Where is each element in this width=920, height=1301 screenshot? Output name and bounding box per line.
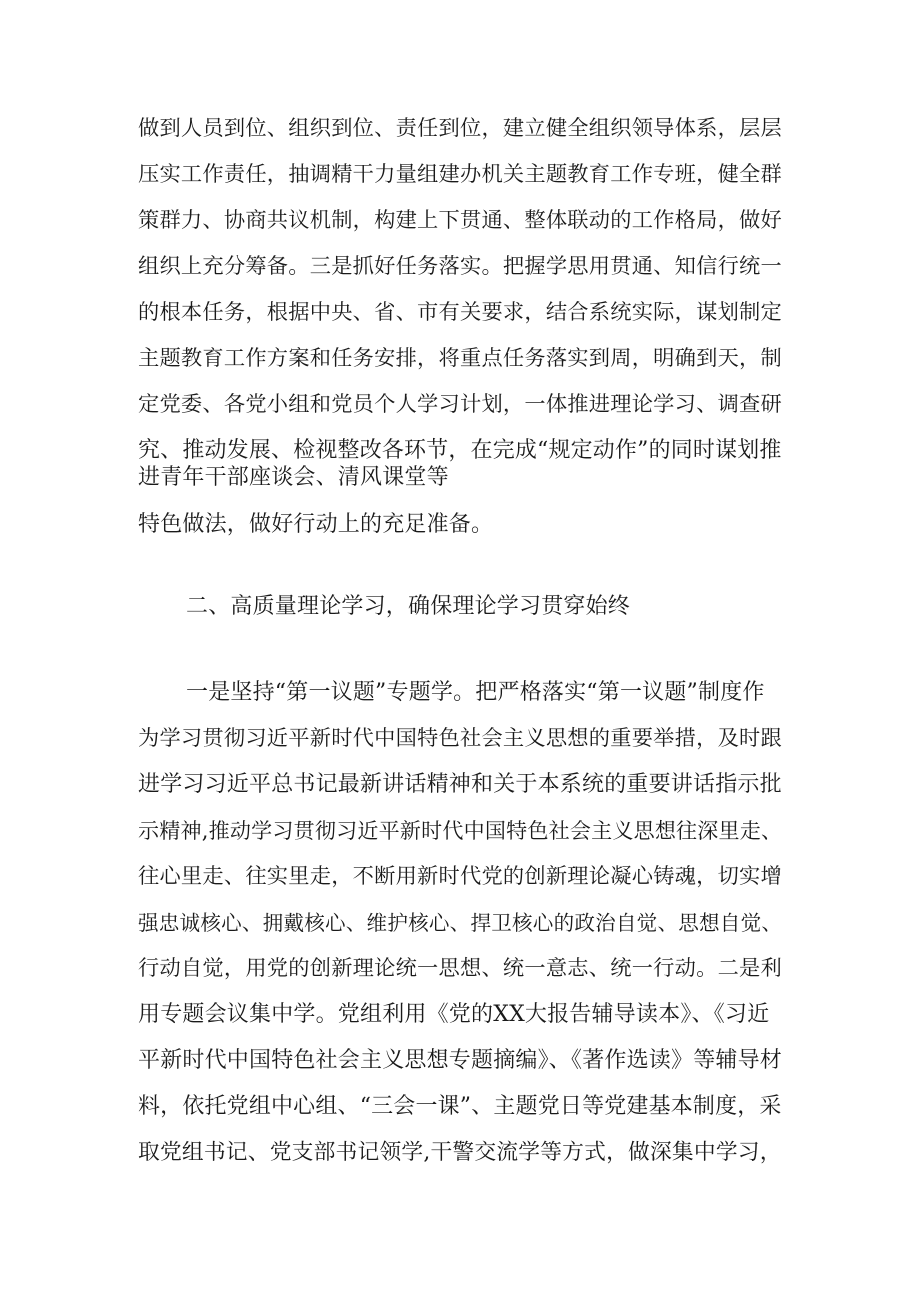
paragraph-2-line: 取党组书记、党支部书记领学,干警交流学等方式，做深集中学习，	[138, 1140, 782, 1165]
paragraph-1-line: 定党委、各党小组和党员个人学习计划，一体推进理论学习、调查研	[138, 392, 782, 417]
paragraph-2-line: 进学习习近平总书记最新讲话精神和关于本系统的重要讲话指示批	[138, 772, 782, 797]
paragraph-2-line: 用专题会议集中学。党组利用《党的XX大报告辅导读本》、《习近	[138, 1002, 770, 1027]
paragraph-1-line: 主题教育工作方案和任务安排，将重点任务落实到周，明确到天，制	[138, 346, 782, 371]
paragraph-2-line: 料，依托党组中心组、“三会一课”、主题党日等党建基本制度，采	[138, 1094, 782, 1119]
paragraph-2-line: 平新时代中国特色社会主义思想专题摘编》、《著作选读》等辅导材	[138, 1048, 783, 1073]
paragraph-1-line: 特色做法，做好行动上的充足准备。	[138, 512, 494, 537]
paragraph-2-line: 示精神,推动学习贯彻习近平新时代中国特色社会主义思想往深里走、	[138, 818, 783, 843]
section-heading: 二、高质量理论学习，确保理论学习贯穿始终	[186, 594, 631, 619]
paragraph-2-line: 为学习贯彻习近平新时代中国特色社会主义思想的重要举措，及时跟	[138, 726, 782, 751]
paragraph-2-line: 往心里走、往实里走，不断用新时代党的创新理论凝心铸魂，切实增	[138, 864, 782, 889]
paragraph-1-line: 做到人员到位、组织到位、责任到位，建立健全组织领导体系，层层	[138, 116, 782, 141]
paragraph-1-line: 的根本任务，根据中央、省、市有关要求，结合系统实际，谋划制定	[138, 300, 782, 325]
paragraph-1-line: 策群力、协商共议机制，构建上下贯通、整体联动的工作格局，做好	[138, 208, 782, 233]
paragraph-1-line: 进青年干部座谈会、清风课堂等	[138, 465, 449, 490]
paragraph-1-line: 究、推动发展、检视整改各环节，在完成“规定动作”的同时谋划推	[138, 438, 782, 463]
paragraph-1-line: 组织上充分筹备。三是抓好任务落实。把握学思用贯通、知信行统一	[138, 254, 782, 279]
paragraph-2-line: 行动自觉，用党的创新理论统一思想、统一意志、统一行动。二是利	[138, 956, 782, 981]
paragraph-2-line: 强忠诚核心、拥戴核心、维护核心、捍卫核心的政治自觉、思想自觉、	[138, 911, 783, 935]
paragraph-2-line: 一是坚持“第一议题”专题学。把严格落实“第一议题”制度作	[186, 680, 765, 705]
paragraph-1-line: 压实工作责任，抽调精干力量组建办机关主题教育工作专班，健全群	[138, 162, 782, 187]
